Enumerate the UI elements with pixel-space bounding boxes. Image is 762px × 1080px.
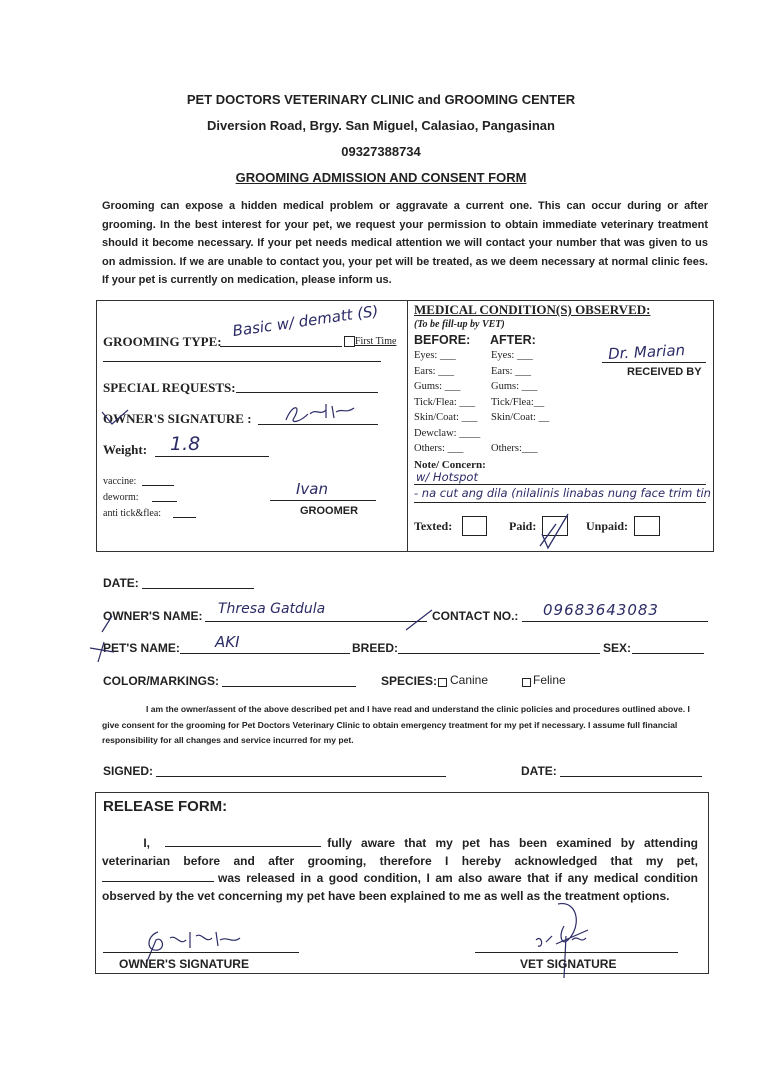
note-line-2: - na cut ang dila (nilalinis linabas nung face trim tin	[414, 486, 711, 500]
unpaid-checkbox[interactable]	[634, 516, 660, 536]
pet-name-label: PET'S NAME:	[103, 641, 180, 655]
vaccine-line[interactable]	[142, 485, 174, 486]
release-name-line[interactable]	[165, 835, 321, 847]
signed-date-label: DATE:	[521, 764, 557, 778]
sex-label: SEX:	[603, 641, 632, 655]
after-item: Ears: ___	[491, 365, 531, 377]
before-item: Eyes: ___	[414, 350, 456, 361]
paid-label: Paid:	[509, 519, 537, 533]
owner-name-label: OWNER'S NAME:	[103, 609, 203, 623]
owner-signature-scribble	[280, 400, 360, 428]
after-label: AFTER:	[490, 333, 536, 347]
weight-value: 1.8	[170, 433, 201, 455]
received-by-line	[602, 362, 706, 363]
clinic-address: Diversion Road, Brgy. San Miguel, Calasiao, Pangasinan	[207, 118, 555, 133]
contact-label: CONTACT NO.:	[432, 609, 519, 623]
intro-paragraph: Grooming can expose a hidden medical problem or aggravate a current one. This can occur during or after grooming. In the best interest for your pet, we request your permission to obtain immediate veterinary treatment should it become necessary. If your pet needs medical attention we will contact your number that was given to us on admission. If we are unable to contact you, your pet will be treated, as we deem necessary at normal clinic fees. If your pet is currently on medication, please inform us.	[102, 200, 708, 287]
release-paragraph	[102, 835, 698, 905]
contact-value: 09683643083	[543, 601, 659, 619]
owner-release-sig-line[interactable]	[103, 952, 299, 953]
after-item: Others:___	[491, 443, 538, 454]
note-rule-2	[414, 502, 706, 503]
note-rule-1	[414, 484, 706, 485]
deworm-label: deworm:	[103, 492, 139, 503]
color-label: COLOR/MARKINGS:	[103, 674, 219, 688]
signed-line[interactable]	[156, 776, 446, 777]
special-requests-line[interactable]	[236, 392, 378, 393]
owner-signature-label: OWNER'S SIGNATURE :	[103, 411, 252, 426]
release-pet-line[interactable]	[102, 870, 214, 882]
color-line[interactable]	[222, 686, 356, 687]
texted-label: Texted:	[414, 519, 453, 533]
medical-title: MEDICAL CONDITION(S) OBSERVED:	[414, 302, 651, 317]
release-text-2: was released in a good condition, I am also aware that if any medical condition observed by the vet concerning my pet have been explained to me as well as the treatment options.	[102, 871, 698, 903]
declaration-text: I am the owner/assent of the above described pet and I have read and understand the clinic policies and procedures outlined above. I give consent for the grooming for Pet Doctors Veterinary Clinic to obtain emergency treatment for my pet if necessary. I assume full financial responsibility for all changes and service incurred for my pet.	[102, 704, 690, 746]
sex-line[interactable]	[632, 653, 704, 654]
after-item: Tick/Flea:__	[491, 396, 545, 408]
box-divider	[407, 300, 408, 552]
after-item: Gums: ___	[491, 381, 538, 392]
date-label: DATE:	[103, 576, 139, 590]
owner-release-sig-label: OWNER'S SIGNATURE	[119, 957, 249, 971]
signed-date-line[interactable]	[560, 776, 702, 777]
vet-release-sig-label: VET SIGNATURE	[520, 957, 617, 971]
grooming-type-label: GROOMING TYPE:	[103, 334, 222, 349]
groomer-label: GROOMER	[300, 505, 359, 517]
before-item: Dewclaw: ____	[414, 427, 481, 439]
deworm-line[interactable]	[152, 501, 177, 502]
before-list	[414, 350, 480, 459]
owner-name-value: Thresa Gatdula	[218, 601, 326, 617]
before-label: BEFORE:	[414, 333, 471, 347]
received-by-label: RECEIVED BY	[627, 366, 702, 378]
breed-label: BREED:	[352, 641, 399, 655]
after-item	[491, 428, 549, 444]
anti-tick-line[interactable]	[173, 517, 196, 518]
release-i: I,	[143, 836, 150, 850]
clinic-phone: 09327388734	[341, 144, 421, 159]
before-item: Others: ___	[414, 443, 464, 454]
release-text-1: fully aware that my pet has been examined by attending veterinarian before and after grooming, therefore I hereby acknowledged that my pet,	[102, 836, 698, 868]
weight-line[interactable]	[155, 456, 269, 457]
breed-line[interactable]	[398, 653, 600, 654]
canine-checkbox[interactable]	[438, 678, 447, 687]
after-item: Skin/Coat: __	[491, 412, 550, 423]
texted-checkbox[interactable]	[462, 516, 487, 536]
release-title: RELEASE FORM:	[103, 798, 228, 815]
special-requests-label: SPECIAL REQUESTS:	[103, 380, 236, 395]
after-item: Eyes: ___	[491, 350, 533, 361]
vet-release-sig-line[interactable]	[475, 952, 678, 953]
first-time-label: First Time	[355, 336, 397, 347]
grooming-type-line-2	[103, 361, 381, 362]
form-title: GROOMING ADMISSION AND CONSENT FORM	[235, 170, 527, 185]
note-label: Note/ Concern:	[414, 459, 486, 471]
grooming-type-line	[220, 346, 342, 347]
checkmark-pet	[88, 640, 118, 664]
anti-tick-label: anti tick&flea:	[103, 508, 162, 519]
feline-checkbox[interactable]	[522, 678, 531, 687]
paid-check-mark	[534, 510, 574, 550]
species-label: SPECIES:	[381, 674, 438, 688]
grooming-type-value[interactable]: Basic w/ dematt (S)	[231, 301, 380, 341]
weight-label: Weight:	[103, 442, 148, 457]
groomer-line	[270, 500, 376, 501]
note-line-1: w/ Hotspot	[416, 470, 478, 484]
before-item: Ears: ___	[414, 365, 454, 377]
medical-subtitle: (To be fill-up by VET)	[414, 319, 505, 330]
checkmark-owner	[100, 408, 130, 428]
pet-name-line[interactable]	[180, 653, 350, 654]
unpaid-label: Unpaid:	[586, 519, 629, 533]
clinic-name: PET DOCTORS VETERINARY CLINIC and GROOMING CENTER	[186, 92, 576, 107]
canine-label: Canine	[450, 673, 489, 687]
before-item: Gums: ___	[414, 381, 461, 392]
groomer-name: Ivan	[296, 480, 328, 498]
vaccine-label: vaccine:	[103, 476, 137, 487]
received-by-name: Dr. Marian	[607, 340, 686, 364]
after-list	[491, 350, 549, 459]
signed-label: SIGNED:	[103, 764, 154, 778]
contact-line[interactable]	[522, 621, 708, 622]
first-time-checkbox[interactable]	[344, 336, 355, 347]
feline-label: Feline	[533, 673, 566, 687]
pet-name-value: AKI	[215, 633, 240, 651]
before-item: Tick/Flea: ___	[414, 396, 476, 408]
before-item: Skin/Coat: ___	[414, 412, 478, 423]
checkmarks-owner-contact	[98, 606, 438, 636]
date-line[interactable]	[142, 588, 254, 589]
